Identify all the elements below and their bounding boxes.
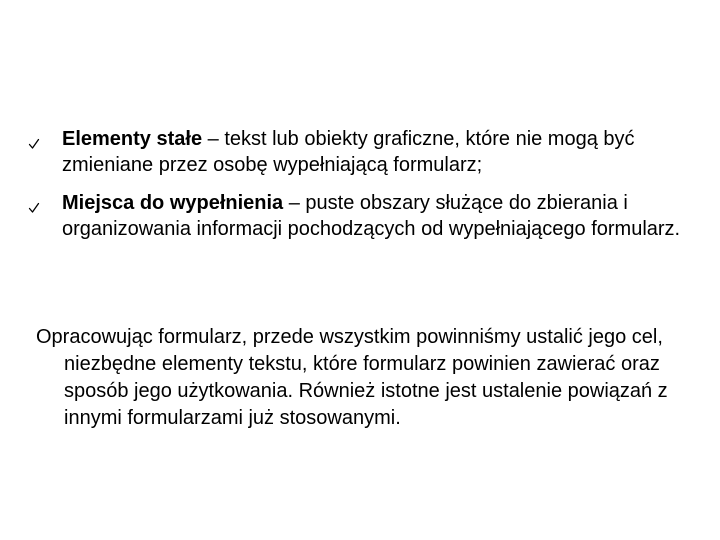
bullet-list xyxy=(36,126,696,254)
bullet-text: – tekst lub obiekty graficzne, które nie mogą być zmieniane przez osobę wypełniającą formularz; xyxy=(62,128,635,176)
bullet-text: – puste obszary służące do zbierania i organizowania informacji pochodzących od wypełniającego formularz. xyxy=(62,192,681,240)
checkmark-icon xyxy=(28,138,40,150)
bullet-item-fixed-elements xyxy=(36,126,696,178)
checkmark-icon xyxy=(28,202,40,214)
body-paragraph: Opracowując formularz, przede wszystkim powinniśmy ustalić jego cel, niezbędne elementy tekstu, które formularz powinien zawierać oraz sposób jego użytkowania. Również istotne jest ustalenie powiązań z innymi formularzami już stosowanymi. xyxy=(36,326,668,429)
bullet-term: Miejsca do wypełnienia xyxy=(62,192,284,214)
bullet-item-fill-areas xyxy=(36,190,696,242)
bullet-term: Elementy stałe xyxy=(62,128,203,150)
